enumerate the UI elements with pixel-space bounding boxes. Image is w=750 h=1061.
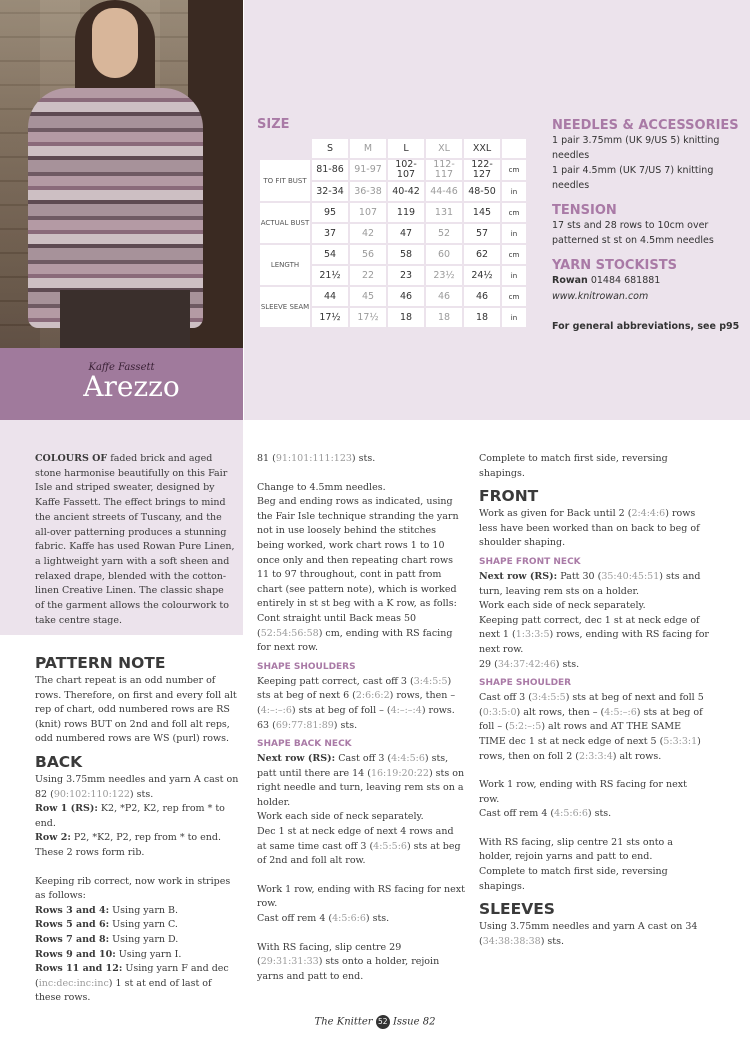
- cell: 44-46: [426, 182, 462, 201]
- back-heading: BACK: [35, 752, 83, 771]
- unit-cell: in: [502, 224, 526, 243]
- stockist-line: [552, 274, 742, 289]
- cover-photo: [0, 0, 243, 348]
- cell: 57: [464, 224, 500, 243]
- cell: 58: [388, 245, 424, 264]
- stockists-heading: YARN STOCKISTS: [552, 258, 677, 273]
- row-label: LENGTH: [260, 245, 310, 285]
- cell: 81-86: [312, 160, 348, 180]
- stripe-rows: Rows 3 and 4: Using yarn B.: [35, 904, 179, 916]
- shape-shoulder-text: Cast off 3 (3:4:5:5) sts at beg of next and foll 5 (0:3:5:0) alt rows, then – (4:5:–:6) sts at beg of foll – (5:2:–:5) alt rows and AT THE SAME TIME dec 1 st at neck edge of next 5 (5:3:3:1) rows, then on foll 2 (2:3:3:4) alt rows.: [479, 692, 704, 762]
- cell: 46: [426, 287, 462, 306]
- complete-match: Complete to match first side, reversing shapings.: [479, 453, 668, 479]
- cell: 17½: [312, 308, 348, 327]
- work-separately: Work each side of neck separately.: [479, 600, 646, 612]
- cell: 17½: [350, 308, 386, 327]
- size-col: XL: [426, 139, 462, 158]
- chart-instructions: Beg and ending rows as indicated, using the Fair Isle technique stranding the yarn not in use loosely behind the stitches being worked, work chart rows 1 to 10 once only and then repeating chart rows 11 to 97 throughout, cont in patt from chart (see pattern note), which is worked entirely in st st beg with a K row, as folls:: [257, 496, 459, 610]
- front-heading: FRONT: [479, 487, 539, 506]
- size-col: XXL: [464, 139, 500, 158]
- stockist-brand: Rowan: [552, 275, 588, 286]
- shape-shoulder-heading: SHAPE SHOULDER: [479, 678, 572, 689]
- column-1: [35, 648, 240, 1006]
- slip-centre: With RS facing, slip centre 29 (29:31:31:33) sts onto a holder, rejoin yarns and patt to end.: [257, 941, 440, 982]
- cast-off-rem: Cast off rem 4 (4:5:6:6) sts.: [479, 808, 612, 820]
- cell: 24½: [464, 266, 500, 285]
- needles-line: 1 pair 3.75mm (UK 9/US 5) knitting needles: [552, 135, 720, 161]
- column-3: [479, 452, 709, 949]
- cell: 119: [388, 203, 424, 222]
- work-one-row: Work 1 row, ending with RS facing for next row.: [479, 779, 687, 805]
- cell: 131: [426, 203, 462, 222]
- cell: 23½: [426, 266, 462, 285]
- cell: 107: [350, 203, 386, 222]
- size-col: L: [388, 139, 424, 158]
- cell: 54: [312, 245, 348, 264]
- front-neck-dec: Keeping patt correct, dec 1 st at neck edge of next 1 (1:3:3:5) rows, ending with RS facing for next row.: [479, 614, 709, 655]
- intro-body: faded brick and aged stone harmonise beautifully on this Fair Isle and striped sweater, designed by Kaffe Fassett. The effect brings to mind the ancient streets of Tuscany, and the all-over patterning produces a stunning fabric. Kaffe has used Rowan Pure Linen, a lightweight yarn with a soft sheen and relaxed drape, blended with the cotton-linen Creative Linen. The classic shape of the garment allows the colourwork to take centre stage.: [35, 453, 235, 626]
- cell: 102-107: [388, 160, 424, 180]
- cell: 40-42: [388, 182, 424, 201]
- size-table: [258, 137, 528, 329]
- cell: 95: [312, 203, 348, 222]
- cell: 36-38: [350, 182, 386, 201]
- row-label: ACTUAL BUST: [260, 203, 310, 243]
- page-footer: [0, 1015, 750, 1029]
- cell: 32-34: [312, 182, 348, 201]
- cell: 62: [464, 245, 500, 264]
- intro-lead: COLOURS OF: [35, 453, 108, 464]
- unit-cell: in: [502, 308, 526, 327]
- cell: 37: [312, 224, 348, 243]
- cell: 46: [464, 287, 500, 306]
- cont-straight: Cont straight until Back meas 50 (52:54:56:58) cm, ending with RS facing for next row.: [257, 612, 453, 654]
- pattern-title: Arezzo: [83, 370, 180, 403]
- back-neck-next-row: Next row (RS): Cast off 3 (4:4:5:6) sts, patt until there are 14 (16:19:20:22) sts on right needle and turn, leaving rem sts on a holder.: [257, 753, 465, 808]
- stripes-intro: Keeping rib correct, now work in stripes as follows:: [35, 875, 231, 902]
- work-one-row: Work 1 row, ending with RS facing for next row.: [257, 883, 465, 910]
- abbreviations-note: For general abbreviations, see p95: [552, 321, 740, 332]
- back-sts: 81 (91:101:111:123) sts.: [257, 453, 376, 464]
- shape-shoulders-text: Keeping patt correct, cast off 3 (3:4:5:5) sts at beg of next 6 (2:6:6:2) rows, then – (4:–:–:6) sts at beg of foll – (4:–:–:4) rows. 63 (69:77:81:89) sts.: [257, 675, 456, 731]
- cell: 47: [388, 224, 424, 243]
- size-col: S: [312, 139, 348, 158]
- work-separately: Work each side of neck separately.: [257, 811, 424, 823]
- designer-name: Kaffe Fassett: [88, 362, 155, 373]
- rib-note: These 2 rows form rib.: [35, 846, 145, 858]
- back-cast-on: Using 3.75mm needles and yarn A cast on 82 (90:102:110:122) sts.: [35, 773, 239, 800]
- length-cm-row: [260, 245, 526, 264]
- column-2: [257, 452, 465, 984]
- cell: 45: [350, 287, 386, 306]
- cast-off-rem: Cast off rem 4 (4:5:6:6) sts.: [257, 913, 390, 925]
- change-needles: Change to 4.5mm needles.: [257, 481, 386, 493]
- cell: 46: [388, 287, 424, 306]
- cell: 122-127: [464, 160, 500, 180]
- intro-text: [35, 452, 235, 628]
- cell: 18: [388, 308, 424, 327]
- cell: 44: [312, 287, 348, 306]
- size-col: M: [350, 139, 386, 158]
- pattern-note-text: The chart repeat is an odd number of rows. Therefore, on first and every foll alt rep of chart, odd numbered rows are RS (knit) rows BUT on 2nd and foll alt reps, odd numbered rows are WS (purl) rows.: [35, 675, 237, 745]
- cell: 18: [426, 308, 462, 327]
- actual-bust-cm-row: [260, 203, 526, 222]
- cell: 23: [388, 266, 424, 285]
- unit-cell: in: [502, 182, 526, 201]
- stripe-rows: Rows 5 and 6: Using yarn C.: [35, 919, 178, 931]
- stockist-phone: 01484 681881: [590, 275, 661, 286]
- back-row-2: Row 2: P2, *K2, P2, rep from * to end.: [35, 832, 221, 844]
- cell: 91-97: [350, 160, 386, 180]
- front-text: Work as given for Back until 2 (2:4:4:6) rows less have been worked than on back to beg of shoulder shaping.: [479, 508, 700, 549]
- unit-cell: in: [502, 266, 526, 285]
- needles-heading: NEEDLES & ACCESSORIES: [552, 118, 739, 133]
- shape-front-neck-heading: SHAPE FRONT NECK: [479, 556, 581, 567]
- unit-cell: cm: [502, 203, 526, 222]
- cell: 42: [350, 224, 386, 243]
- row-label: TO FIT BUST: [260, 160, 310, 201]
- unit-cell: cm: [502, 160, 526, 180]
- cell: 52: [426, 224, 462, 243]
- magazine-name: The Knitter: [314, 1016, 373, 1028]
- front-neck-sts: 29 (34:37:42:46) sts.: [479, 658, 580, 670]
- slip-centre: With RS facing, slip centre 21 sts onto a holder, rejoin yarns and patt to end.: [479, 836, 673, 863]
- stripe-rows: Rows 9 and 10: Using yarn I.: [35, 948, 182, 960]
- shape-shoulders-heading: SHAPE SHOULDERS: [257, 661, 356, 672]
- unit-cell: cm: [502, 245, 526, 264]
- back-neck-dec: Dec 1 st at neck edge of next 4 rows and at same time cast off 3 (4:5:5:6) sts at beg of 2nd and foll alt row.: [257, 826, 461, 867]
- size-header-row: [260, 139, 526, 158]
- sleeve-seam-cm-row: [260, 287, 526, 306]
- complete-match: Complete to match first side, reversing shapings.: [479, 866, 668, 892]
- cell: 21½: [312, 266, 348, 285]
- sleeves-text: Using 3.75mm needles and yarn A cast on 34 (34:38:38:38) sts.: [479, 921, 698, 947]
- stripe-rows: Rows 7 and 8: Using yarn D.: [35, 933, 179, 945]
- tension-heading: TENSION: [552, 203, 617, 218]
- page-number: 52: [376, 1015, 390, 1029]
- back-row-1: Row 1 (RS): K2, *P2, K2, rep from * to end.: [35, 803, 225, 829]
- cell: 18: [464, 308, 500, 327]
- row-label: SLEEVE SEAM: [260, 287, 310, 327]
- cell: 56: [350, 245, 386, 264]
- issue-number: Issue 82: [392, 1016, 436, 1028]
- stripe-rows: Rows 11 and 12: Using yarn F and dec (inc:dec:inc:inc) 1 st at end of last of these rows.: [35, 963, 229, 1004]
- cell: 60: [426, 245, 462, 264]
- shape-back-neck-heading: SHAPE BACK NECK: [257, 739, 352, 750]
- size-heading: SIZE: [257, 117, 290, 132]
- needles-line: 1 pair 4.5mm (UK 7/US 7) knitting needles: [552, 165, 714, 191]
- to-fit-bust-cm-row: [260, 160, 526, 180]
- stockist-url[interactable]: www.knitrowan.com: [552, 290, 649, 302]
- materials-column: [552, 118, 742, 335]
- unit-cell: cm: [502, 287, 526, 306]
- pattern-note-heading: PATTERN NOTE: [35, 654, 166, 672]
- front-neck-next-row: Next row (RS): Patt 30 (35:40:45:51) sts and turn, leaving rem sts on a holder.: [479, 570, 701, 597]
- cell: 48-50: [464, 182, 500, 201]
- tension-text: 17 sts and 28 rows to 10cm over patterned st st on 4.5mm needles: [552, 220, 714, 246]
- cell: 112-117: [426, 160, 462, 180]
- cell: 22: [350, 266, 386, 285]
- sleeves-heading: SLEEVES: [479, 900, 555, 919]
- cell: 145: [464, 203, 500, 222]
